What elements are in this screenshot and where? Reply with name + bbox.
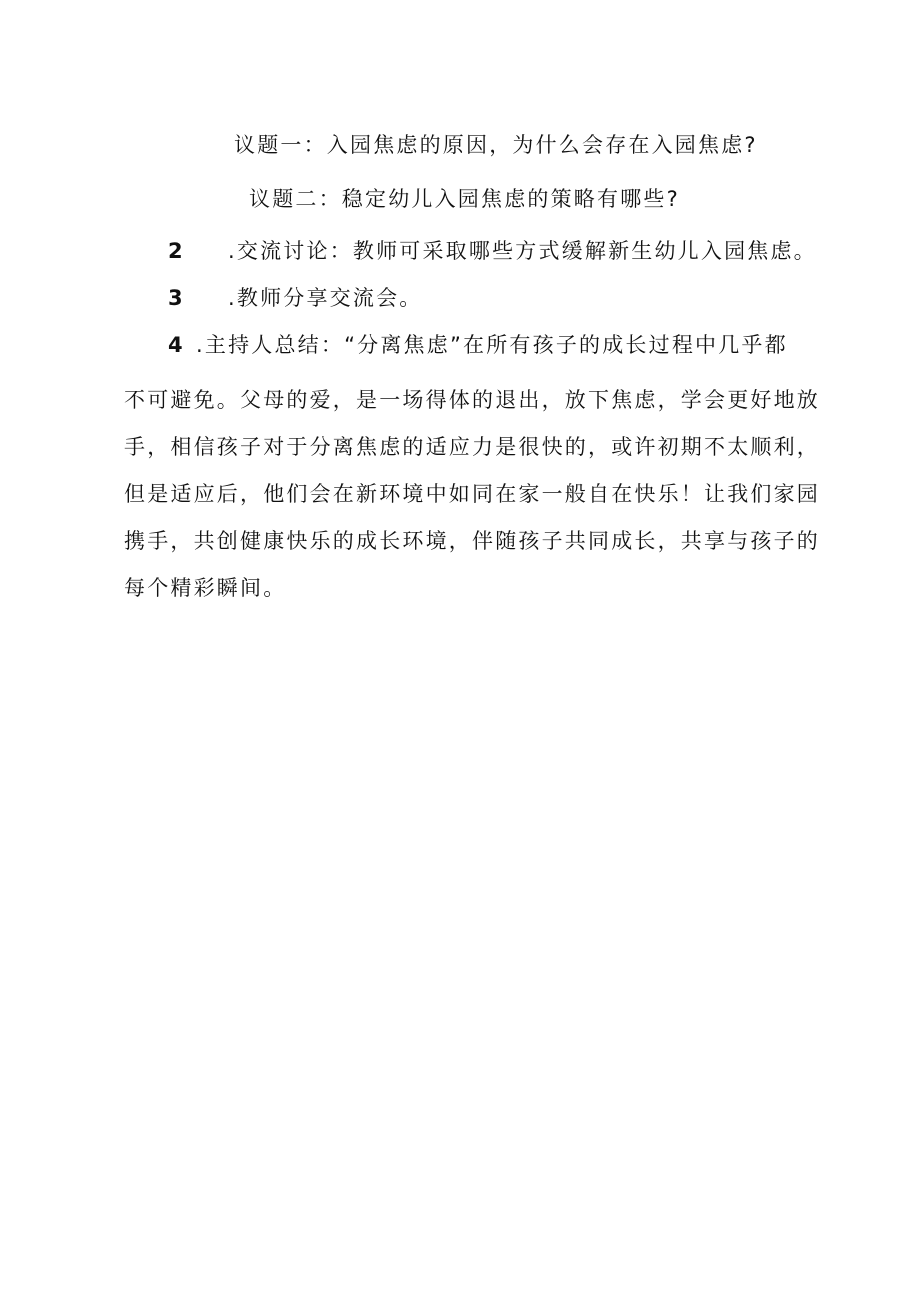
topic-two: 议题二：稳定幼儿入园焦虑的策略有哪些? [249,187,680,211]
summary-line: 不可避免。父母的爱，是一场得体的退出，放下焦虑，学会更好地放 [124,388,820,412]
list-item-3-number: 3 [168,286,185,310]
summary-line: 携手，共创健康快乐的成长环境，伴随孩子共同成长，共享与孩子的 [124,529,820,553]
list-item-4-number: 4 [168,333,185,357]
list-item-4 [168,330,788,360]
list-item-2 [168,236,817,266]
list-item-4-text: .主持人总结：“分离焦虑”在所有孩子的成长过程中几乎都 [196,333,788,357]
list-item-2-text: .交流讨论：教师可采取哪些方式缓解新生幼儿入园焦虑。 [228,239,817,263]
topic-one: 议题一：入园焦虑的原因，为什么会存在入园焦虑? [234,133,758,157]
summary-line: 但是适应后，他们会在新环境中如同在家一般自在快乐！让我们家园 [124,482,820,506]
summary-paragraph [124,377,820,612]
list-item-3-text: .教师分享交流会。 [228,286,423,310]
list-item-2-number: 2 [168,239,185,263]
summary-line: 每个精彩瞬间。 [124,576,287,600]
summary-line: 手，相信孩子对于分离焦虑的适应力是很快的，或许初期不太顺利， [124,435,820,459]
list-item-3 [168,283,422,313]
